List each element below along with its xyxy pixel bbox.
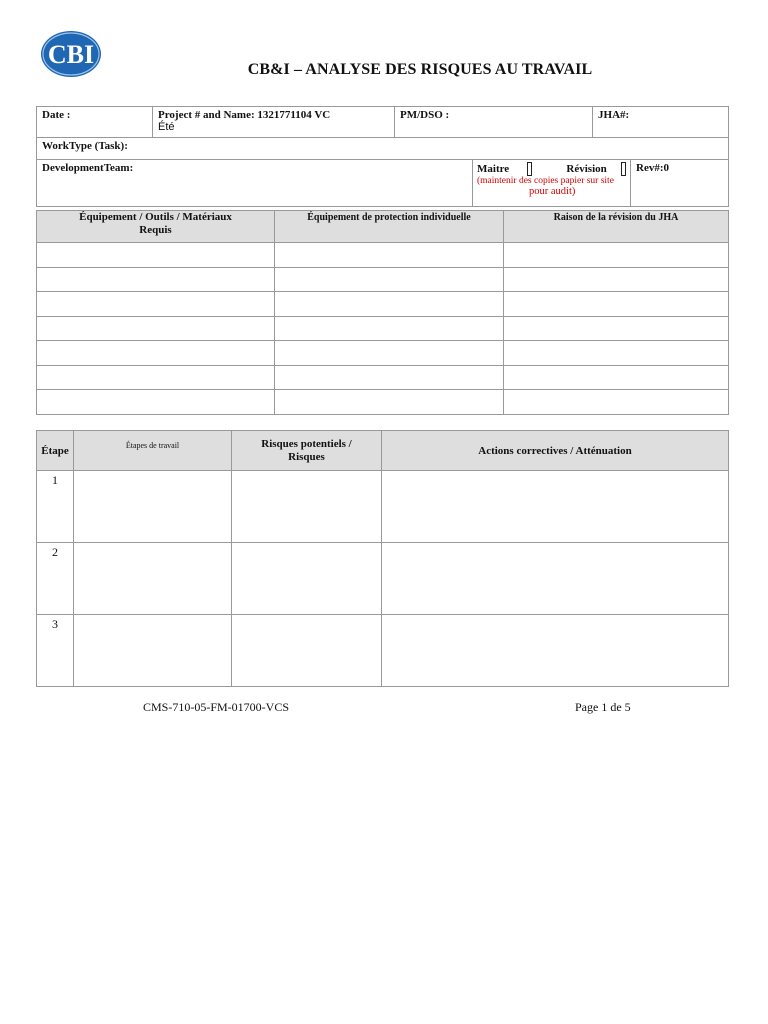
ppe-cell[interactable]	[275, 243, 504, 268]
project-value: Été	[158, 121, 175, 133]
reason-cell[interactable]	[504, 292, 729, 317]
document-title: CB&I – ANALYSE DES RISQUES AU TRAVAIL	[247, 61, 593, 78]
action-cell[interactable]	[382, 471, 729, 543]
equipment-row	[37, 365, 729, 390]
reason-cell[interactable]	[504, 341, 729, 366]
equipment-row	[37, 341, 729, 366]
step-row	[37, 543, 729, 615]
date-field[interactable]: Date :	[37, 107, 153, 138]
step-number: 3	[37, 615, 74, 687]
document-code: CMS-710-05-FM-01700-VCS	[143, 700, 290, 714]
equipment-row	[37, 243, 729, 268]
ppe-cell[interactable]	[275, 390, 504, 415]
ppe-header: Équipement de protection individuelle	[275, 211, 504, 243]
reason-cell[interactable]	[504, 365, 729, 390]
risk-cell[interactable]	[232, 615, 382, 687]
revision-checkbox[interactable]	[621, 162, 626, 176]
action-cell[interactable]	[382, 615, 729, 687]
equipment-header: Équipement / Outils / Matériaux Requis	[37, 211, 275, 243]
equipment-row	[37, 390, 729, 415]
ppe-cell[interactable]	[275, 292, 504, 317]
revision-reason-header: Raison de la révision du JHA	[504, 211, 729, 243]
jha-number-field[interactable]: JHA#:	[593, 107, 729, 138]
step-row	[37, 615, 729, 687]
maitre-checkbox[interactable]	[527, 162, 532, 176]
equipment-row	[37, 267, 729, 292]
risk-cell[interactable]	[232, 471, 382, 543]
equipment-cell[interactable]	[37, 390, 275, 415]
action-cell[interactable]	[382, 543, 729, 615]
step-number: 2	[37, 543, 74, 615]
equipment-table	[36, 210, 729, 415]
cbi-logo	[40, 30, 102, 78]
rev-number-field[interactable]: Rev#:0	[631, 160, 729, 207]
equipment-cell[interactable]	[37, 316, 275, 341]
work-step-cell[interactable]	[74, 543, 232, 615]
equipment-cell[interactable]	[37, 292, 275, 317]
worktype-field[interactable]: WorkType (Task):	[37, 138, 729, 160]
equipment-cell[interactable]	[37, 341, 275, 366]
step-number-header: Étape	[37, 431, 74, 471]
equipment-cell[interactable]	[37, 365, 275, 390]
risk-cell[interactable]	[232, 543, 382, 615]
project-field[interactable]	[153, 107, 395, 138]
reason-cell[interactable]	[504, 316, 729, 341]
ppe-cell[interactable]	[275, 365, 504, 390]
pm-dso-field[interactable]: PM/DSO :	[395, 107, 593, 138]
maitre-note-2: pour audit)	[529, 186, 576, 197]
equipment-row	[37, 292, 729, 317]
ppe-cell[interactable]	[275, 267, 504, 292]
work-step-cell[interactable]	[74, 471, 232, 543]
equipment-row	[37, 316, 729, 341]
step-number: 1	[37, 471, 74, 543]
development-team-field[interactable]: DevelopmentTeam:	[37, 160, 473, 207]
equipment-cell[interactable]	[37, 267, 275, 292]
step-row	[37, 471, 729, 543]
maitre-revision-cell	[473, 160, 631, 207]
reason-cell[interactable]	[504, 390, 729, 415]
reason-cell[interactable]	[504, 267, 729, 292]
maitre-note: (maintenir des copies papier sur site	[477, 176, 614, 186]
work-steps-header: Étapes de travail	[74, 431, 232, 471]
work-step-cell[interactable]	[74, 615, 232, 687]
ppe-cell[interactable]	[275, 341, 504, 366]
page-number: Page 1 de 5	[575, 700, 631, 714]
potential-risks-header: Risques potentiels / Risques	[232, 431, 382, 471]
svg-text:CBI: CBI	[47, 40, 95, 69]
revision-label: Révision	[566, 163, 607, 175]
header-table	[36, 106, 729, 207]
project-label: Project # and Name: 1321771104 VC	[158, 109, 331, 121]
reason-cell[interactable]	[504, 243, 729, 268]
corrective-actions-header: Actions correctives / Atténuation	[382, 431, 729, 471]
steps-table	[36, 430, 729, 687]
ppe-cell[interactable]	[275, 316, 504, 341]
maitre-label: Maitre	[477, 163, 510, 175]
equipment-cell[interactable]	[37, 243, 275, 268]
